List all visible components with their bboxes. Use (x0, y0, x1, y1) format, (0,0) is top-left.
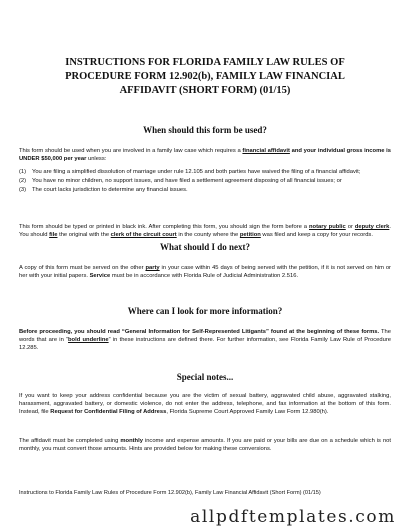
page-footer: Instructions to Florida Family Law Rules of Procedure Form 12.902(b), Family Law Financial Affidavit (Short Form) (01/15) (19, 490, 321, 496)
next-p-text-b: in your case within 45 days of being served with the petition, if it is not served on him or her with your initial papers. (19, 265, 391, 280)
list-item (19, 186, 391, 194)
list-item-number: (3) (19, 187, 27, 194)
when-p2-text-b: or (345, 224, 355, 230)
conditions-list (19, 168, 391, 195)
clerk-of-court-term: clerk of the circuit court (110, 232, 177, 239)
list-item (19, 177, 391, 185)
list-item-text: You have no minor children, no support issues, and have filed a settlement agreement disposing of all financial issues; or (32, 178, 342, 185)
list-item-text: The court lacks jurisdiction to determine any financial issues. (32, 187, 188, 194)
next-p-text-a: A copy of this form must be served on the other (19, 265, 146, 271)
watermark-logo: allpdftemplates.com (190, 507, 396, 527)
list-item-number: (1) (19, 169, 27, 175)
when-p2-text-d: the original with the (57, 232, 111, 239)
special-p2-text-b: income and expense amounts. If you are paid or your bills are due on a schedule which is not monthly, you must convert those amounts. Hints are provided below for making these conversions. (19, 438, 391, 453)
section-heading-special: Special notes... (176, 372, 234, 382)
section-heading-when: When should this form be used? (143, 125, 267, 135)
request-confidential-filing-title: Request for Confidential Filing of Address (50, 409, 167, 416)
service-term: Service (89, 273, 111, 280)
when-paragraph-1 (19, 147, 391, 163)
list-item-number: (2) (19, 178, 27, 185)
next-p-text-c: must be in accordance with Florida Rule of Judicial Administration 2.516. (110, 273, 299, 280)
when-p2-text-c: . You should (19, 224, 391, 239)
when-p2-text-f: was filed and keep a copy for your records. (260, 232, 373, 239)
notary-public-term: notary public (309, 224, 346, 230)
income-condition: and your individual gross income is UNDER $50,000 per year (19, 148, 392, 163)
list-item-text: You are filing a simplified dissolution of marriage under rule 12.105 and both parties have waived the filing of a financial affidavit; (32, 169, 361, 175)
special-paragraph-2 (19, 437, 391, 453)
special-p2-text-a: The affidavit must be completed using (19, 438, 121, 444)
general-info-notice: Before proceeding, you should read “General Information for Self-Represented Litigants” found at the beginning of these forms. (19, 329, 380, 335)
more-p-text-b: The words that are in “ (19, 329, 391, 344)
file-term: file (49, 232, 58, 239)
deputy-clerk-term: deputy clerk (354, 224, 390, 230)
financial-affidavit-term: financial affidavit (242, 148, 290, 154)
more-paragraph (19, 328, 391, 353)
monthly-term: monthly (120, 438, 143, 444)
section-heading-more: Where can I look for more information? (127, 306, 283, 316)
petition-term: petition (239, 232, 261, 239)
list-item (19, 168, 391, 176)
special-p1-text-b: , Florida Supreme Court Approved Family Law Form 12.980(h). (166, 409, 329, 416)
special-p1-text-a: If you want to keep your address confidential because you are the victim of sexual battery, aggravated child abuse, aggravated stalking, harassment, aggravated battery, or domestic violence, do not enter the address, telephone, and fax information at the bottom of this form. Instead, file (19, 393, 391, 416)
party-term: party (145, 265, 160, 271)
when-paragraph-2 (19, 223, 391, 239)
when-p1-text-a: This form should be used when you are involved in a family law case which requires a (19, 148, 243, 154)
when-p2-text-e: in the county where the (176, 232, 240, 239)
when-p1-text-c: unless: (86, 156, 107, 163)
section-heading-next: What should I do next? (159, 242, 251, 252)
document-title: INSTRUCTIONS FOR FLORIDA FAMILY LAW RULES OF PROCEDURE FORM 12.902(b), FAMILY LAW FINANCIAL AFFIDAVIT (SHORT FORM) (01/15) (65, 57, 345, 96)
more-p-text-c: ” in these instructions are defined there. For further information, see Florida Family Law Rule of Procedure 12.285. (19, 337, 391, 352)
bold-underline-term: bold underline (68, 337, 109, 344)
next-paragraph (19, 264, 391, 280)
when-p2-text-a: This form should be typed or printed in black ink. After completing this form, you should sign the form before a (19, 224, 309, 230)
special-paragraph-1 (19, 392, 391, 417)
